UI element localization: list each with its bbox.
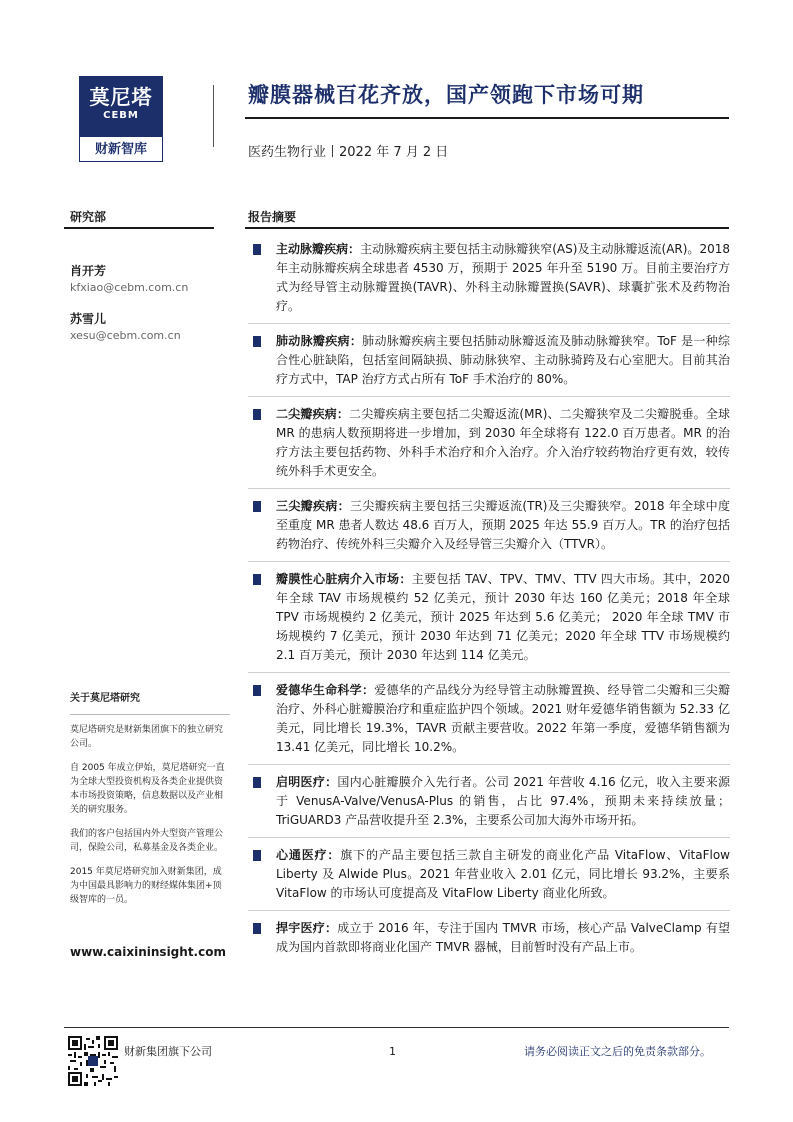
summary-item (248, 332, 730, 389)
footer-disclaimer: 请务必阅读正文之后的免责条款部分。 (524, 1045, 711, 1058)
summary-item (248, 846, 730, 903)
summary-list (248, 240, 730, 964)
page-number: 1 (389, 1045, 396, 1058)
summary-item-label: 肺动脉瓣疾病： (276, 334, 363, 348)
analyst-email[interactable]: kfxiao@cebm.com.cn (70, 281, 189, 294)
logo-sub-text: 财新智库 (79, 136, 163, 162)
bullet-square-icon (253, 777, 261, 788)
summary-item-text: 三尖瓣疾病主要包括三尖瓣返流(TR)及三尖瓣狭窄。2018 年全球中度至重度 MR 患者人数达 48.6 百万人，预期 2025 年达 55.9 百万人。TR 的治疗包括药物治疗、传统外科三尖瓣介入及经导管三尖瓣介入（TTVR）。 (276, 499, 730, 551)
item-separator (248, 910, 730, 911)
bullet-square-icon (253, 244, 261, 255)
summary-item-text: 旗下的产品主要包括三款自主研发的商业化产品 VitaFlow、VitaFlow Liberty 及 Alwide Plus。2021 年营业收入 2.01 亿元，同比增长 93.2%，主要系 VitaFlow 的市场认可度提高及 VitaFlow Liberty 商业化所致。 (276, 848, 730, 900)
summary-item-text: 成立于 2016 年，专注于国内 TMVR 市场，核心产品 ValveClamp 有望成为国内首款即将商业化国产 TMVR 器械，目前暂时没有产品上市。 (276, 921, 730, 954)
summary-item-label: 二尖瓣疾病： (276, 407, 350, 421)
research-dept-heading: 研究部 (70, 210, 107, 224)
logo-cn-text: 莫尼塔 (89, 85, 153, 109)
summary-item-text: 肺动脉瓣疾病主要包括肺动脉瓣返流及肺动脉瓣狭窄。ToF 是一种综合性心脏缺陷，包括室间隔缺损、肺动脉狭窄、主动脉骑跨及右心室肥大。目前其治疗方式中，TAP 治疗方式占所有 ToF 手术治疗的 80%。 (276, 334, 730, 386)
summary-item (248, 773, 730, 830)
footer-rule (64, 1027, 729, 1028)
summary-item (248, 681, 730, 757)
item-separator (248, 396, 730, 397)
summary-item (248, 570, 730, 665)
sidebar-rule (64, 227, 214, 229)
analyst-email[interactable]: xesu@cebm.com.cn (70, 329, 181, 342)
qr-code-icon (68, 1036, 118, 1086)
item-separator (248, 764, 730, 765)
about-paragraph: 我们的客户包括国内外大型资产管理公司，保险公司，私募基金及各类企业。 (70, 829, 224, 853)
header-divider (213, 85, 214, 147)
summary-item-label: 心通医疗： (276, 848, 341, 862)
bullet-square-icon (253, 336, 261, 347)
item-separator (248, 323, 730, 324)
summary-item-label: 瓣膜性心脏病介入市场： (276, 572, 412, 586)
summary-item (248, 240, 730, 316)
summary-item-label: 爱德华生命科学： (276, 683, 375, 697)
report-title: 瓣膜器械百花齐放，国产领跑下市场可期 (248, 83, 644, 107)
summary-item-text: 主要包括 TAV、TPV、TMV、TTV 四大市场。其中，2020 年全球 TAV 市场规模约 52 亿美元，预计 2030 年达 160 亿美元；2018 年全球 TPV 市场规模约 2 亿美元，预计 2025 年达到 5.6 亿美元； 2020 年全球 TMV 市场规模约 7 亿美元，预计 2030 年达到 71 亿美元；2020 年全球 TTV 市场规模约 2.1 百万美元，预计 2030 年达到 114 亿美元。 (276, 572, 730, 662)
summary-item-text: 主动脉瓣疾病主要包括主动脉瓣狭窄(AS)及主动脉瓣返流(AR)。2018 年主动脉瓣疾病全球患者 4530 万，预期于 2025 年升至 5190 万。目前主要治疗方式为经导管主动脉瓣置换(TAVR)、外科主动脉瓣置换(SAVR)、球囊扩张术及药物治疗。 (276, 242, 730, 313)
analyst-name: 苏雪儿 (70, 312, 107, 326)
summary-item (248, 405, 730, 481)
title-rule (245, 117, 729, 119)
item-separator (248, 488, 730, 489)
summary-item-text: 国内心脏瓣膜介入先行者。公司 2021 年营收 4.16 亿元，收入主要来源于 VenusA-Valve/VenusA-Plus 的销售，占比 97.4%，预期未来持续放量；TriGUARD3 产品营收提升至 2.3%，主要系公司加大海外市场开拓。 (276, 775, 730, 827)
bullet-square-icon (253, 685, 261, 696)
bullet-square-icon (253, 409, 261, 420)
report-subtitle: 医药生物行业丨2022 年 7 月 2 日 (248, 145, 449, 160)
about-paragraph: 2015 年莫尼塔研究加入财新集团，成为中国最具影响力的财经媒体集团+顶级智库的一员。 (70, 867, 222, 905)
summary-item-text: 爱德华的产品线分为经导管主动脉瓣置换、经导管二尖瓣和三尖瓣治疗、外科心脏瓣膜治疗和重症监护四个领域。2021 财年爱德华销售额为 52.33 亿美元，同比增长 19.3%，TAVR 贡献主要营收。2022 年第一季度，爱德华销售额为 13.41 亿美元，同比增长 10.2%。 (276, 683, 730, 754)
summary-item (248, 497, 730, 554)
summary-item-text: 二尖瓣疾病主要包括二尖瓣返流(MR)、二尖瓣狭窄及二尖瓣脱垂。全球 MR 的患病人数预期将进一步增加，到 2030 年全球将有 122.0 百万患者。MR 的治疗方法主要包括药物、外科手术治疗和介入治疗。介入治疗较药物治疗更有效，较传统外科手术更安全。 (276, 407, 730, 478)
bullet-square-icon (253, 923, 261, 934)
logo-en-text: CEBM (103, 110, 139, 121)
about-separator (70, 714, 230, 715)
about-paragraph: 自 2005 年成立伊始，莫尼塔研究一直为全球大型投资机构及各类企业提供资本市场投资策略，信息数据以及产业相关的研究服务。 (70, 763, 225, 815)
summary-rule (245, 227, 729, 229)
about-paragraph: 莫尼塔研究是财新集团旗下的独立研究公司。 (70, 725, 224, 749)
summary-item (248, 919, 730, 957)
about-title: 关于莫尼塔研究 (70, 693, 140, 704)
about-section (70, 692, 230, 917)
analyst-name: 肖开芳 (70, 264, 107, 278)
summary-heading: 报告摘要 (248, 210, 297, 224)
summary-item-label: 捍宇医疗： (276, 921, 338, 935)
item-separator (248, 561, 730, 562)
cebm-logo (79, 76, 163, 162)
item-separator (248, 672, 730, 673)
summary-item-label: 三尖瓣疾病： (276, 499, 350, 513)
bullet-square-icon (253, 574, 261, 585)
bullet-square-icon (253, 850, 261, 861)
item-separator (248, 837, 730, 838)
footer-company: 财新集团旗下公司 (124, 1045, 212, 1058)
website-link[interactable]: www.caixininsight.com (70, 945, 226, 959)
summary-item-label: 启明医疗： (276, 775, 338, 789)
logo-mark (79, 76, 163, 136)
bullet-square-icon (253, 501, 261, 512)
summary-item-label: 主动脉瓣疾病： (276, 242, 361, 256)
